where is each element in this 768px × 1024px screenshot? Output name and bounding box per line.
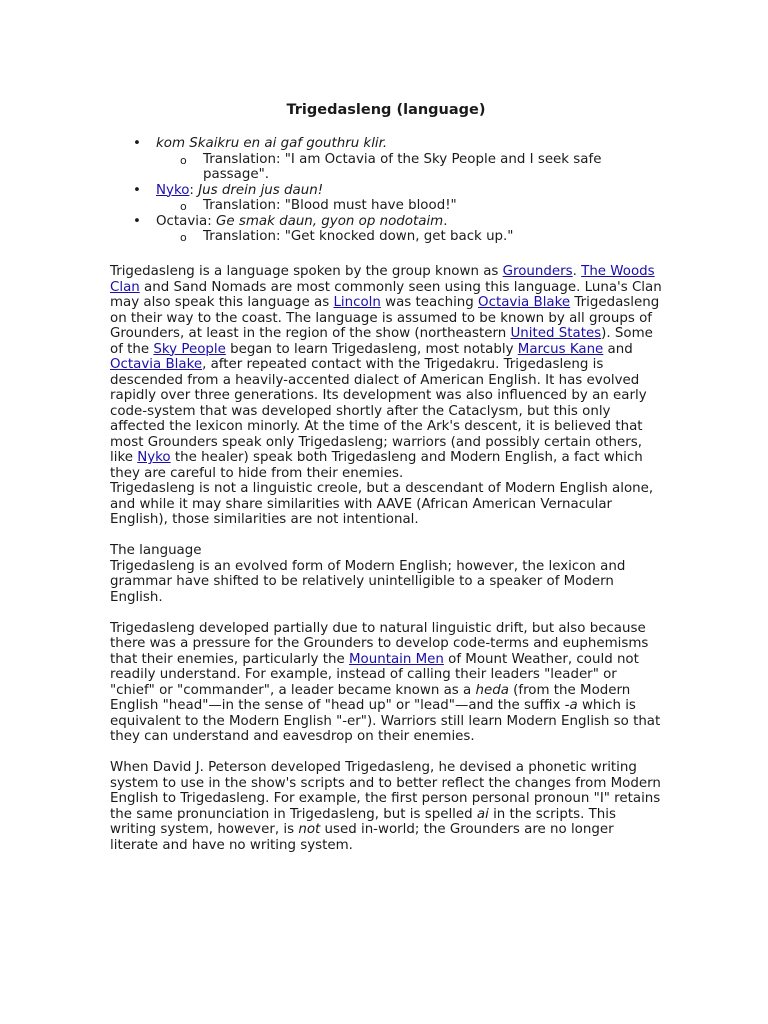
translation-label: Translation: xyxy=(203,151,281,167)
section-heading-language: The language xyxy=(110,543,202,558)
translation-label: Translation: xyxy=(203,198,281,213)
quote-text: Ge smak daun, gyon op nodotaim xyxy=(216,213,444,229)
circle-bullet-icon: o xyxy=(180,231,187,244)
paragraph-writing-system: When David J. Peterson developed Trigedasleng, he devised a phonetic writing system to use in the show's scripts and to better reflect the changes from Modern English to Trigedasleng. For example, the first person personal pronoun "I" retains the same pronunciation in Trigedasleng, but is spelled ai in the scripts. This writing system, however, is not used in-world; the Grounders are no longer literate and have no writing system. xyxy=(110,760,661,853)
quote-item xyxy=(110,136,662,152)
translation-text: "Get knocked down, get back up." xyxy=(284,229,514,244)
quote-list xyxy=(110,136,662,245)
link-nyko-speaker[interactable]: Nyko xyxy=(156,182,190,198)
link-marcus-kane[interactable]: Marcus Kane xyxy=(517,341,604,357)
circle-bullet-icon: o xyxy=(180,153,187,167)
link-mountain-men[interactable]: Mountain Men xyxy=(348,651,444,667)
translation-text: "I am Octavia of the Sky People and I seek safe passage". xyxy=(203,151,602,182)
translation-item xyxy=(110,152,662,183)
quote-text: Jus drein jus daun! xyxy=(198,182,324,198)
circle-bullet-icon: o xyxy=(180,200,187,213)
link-octavia-blake-2[interactable]: Octavia Blake xyxy=(110,357,203,372)
translation-item xyxy=(110,229,662,245)
quote-speaker: Octavia xyxy=(156,213,208,229)
bullet-icon: • xyxy=(133,136,141,151)
paragraph-drift: Trigedasleng developed partially due to natural linguistic drift, but also because there was a pressure for the Grounders to develop code-terms and euphemisms that their enemies, particularly the Mountain Men of Mount Weather, could not readily understand. For example, instead of calling their leaders "leader" or "chief" or "commander", a leader became known as a heda (from the Modern English "head"—in the sense of "head up" or "lead"—and the suffix -a which is equivalent to the Modern English "-er"). Warriors still learn Modern English so that they can understand and eavesdrop on their enemies. xyxy=(110,620,661,744)
link-sky-people[interactable]: Sky People xyxy=(153,341,226,357)
page-title: Trigedasleng (language) xyxy=(286,102,486,118)
link-grounders[interactable]: Grounders xyxy=(502,264,573,279)
translation-label: Translation: xyxy=(203,229,281,244)
quote-item: • Octavia: Ge smak daun, gyon op nodotaim. xyxy=(133,213,448,229)
translation-item xyxy=(110,198,662,214)
paragraph-evolved: Trigedasleng is an evolved form of Modern English; however, the lexicon and grammar have shifted to be relatively unintelligible to a speaker of Modern English. xyxy=(110,558,626,605)
quote-item: • Nyko: Jus drein jus daun! xyxy=(133,182,324,198)
translation-text: "Blood must have blood!" xyxy=(284,198,457,213)
paragraph-creole: Trigedasleng is not a linguistic creole, but a descendant of Modern English alone, and while it may share similarities with AAVE (African American Vernacular English), those similarities are not intentional. xyxy=(110,481,654,527)
link-lincoln[interactable]: Lincoln xyxy=(333,295,381,310)
quote-text: kom Skaikru en ai gaf gouthru klir. xyxy=(156,136,388,151)
link-nyko[interactable]: Nyko xyxy=(137,450,171,465)
paragraph-intro: Trigedasleng is a language spoken by the group known as Grounders. The Woods Clan and Sand Nomads are most commonly seen using this language. Luna's Clan may also speak this language as Lincoln was teaching Octavia Blake Trigedasleng on their way to the coast. The language is assumed to be known by all groups of Grounders, at least in the region of the show (northeastern United States). Some of the Sky People began to learn Trigedasleng, most notably Marcus Kane and Octavia Blake, after repeated contact with the Trigedakru. Trigedasleng is descended from a heavily-accented dialect of American English. It has evolved rapidly over three generations. Its development was also influenced by an early code-system that was developed shortly after the Cataclysm, but this only affected the lexicon minorly. At the time of the Ark's descent, it is believed that most Grounders speak only Trigedasleng; warriors (and possibly certain others, like Nyko the healer) speak both Trigedasleng and Modern English, a fact which they are careful to hide from their enemies. xyxy=(110,264,662,481)
link-united-states[interactable]: United States xyxy=(510,326,602,341)
bullet-icon: • xyxy=(133,213,141,229)
link-woods-clan[interactable]: The Woods Clan xyxy=(110,264,655,295)
link-octavia-blake[interactable]: Octavia Blake xyxy=(478,295,571,310)
bullet-icon: • xyxy=(133,182,141,198)
article-body xyxy=(110,264,662,853)
